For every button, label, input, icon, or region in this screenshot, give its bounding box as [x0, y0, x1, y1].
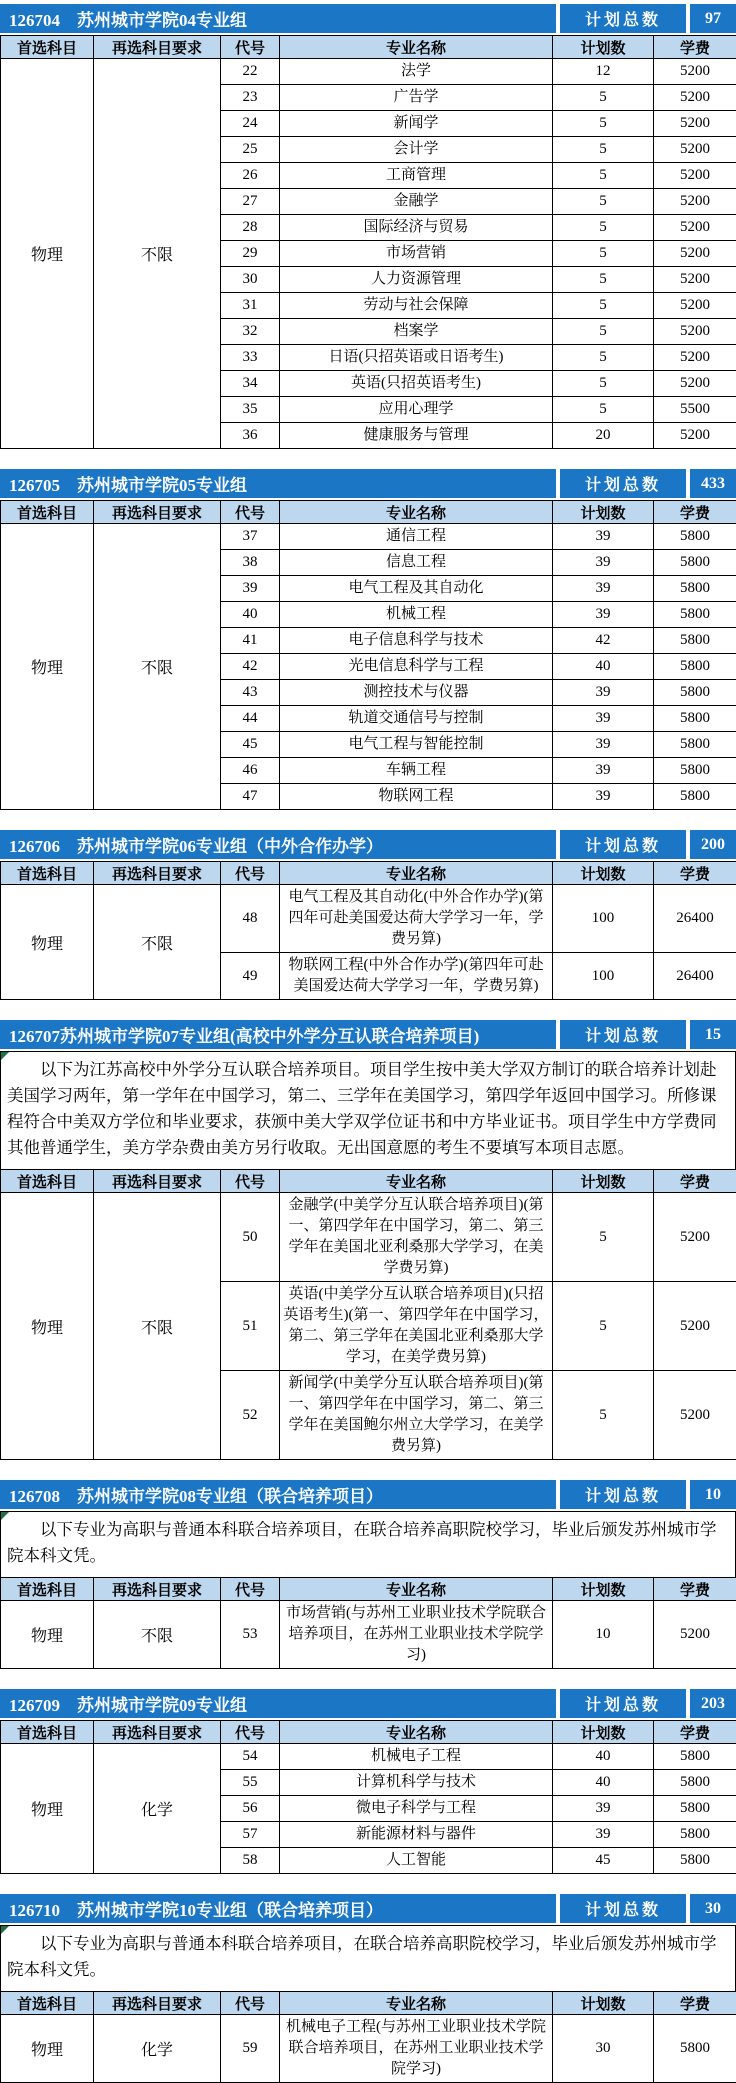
column-header-major-name: 专业名称 — [280, 1721, 553, 1744]
plan-total-value: 30 — [690, 1894, 736, 1923]
fee-cell: 5200 — [654, 423, 736, 449]
plan-count-cell: 39 — [553, 706, 654, 732]
table-body — [1, 1601, 736, 1669]
major-name-cell: 金融学 — [280, 189, 553, 215]
column-header-major-name: 专业名称 — [280, 1170, 553, 1193]
major-code-cell: 34 — [221, 371, 280, 397]
column-header-major-name: 专业名称 — [280, 501, 553, 524]
fee-cell: 5200 — [654, 1371, 736, 1460]
fee-cell: 5800 — [654, 1770, 736, 1796]
major-name-cell: 车辆工程 — [280, 758, 553, 784]
major-name-cell: 电气工程及其自动化(中外合作办学)(第四年可赴美国爱达荷大学学习一年，学费另算) — [280, 885, 553, 953]
table-body — [1, 1744, 736, 1874]
major-code-cell: 45 — [221, 732, 280, 758]
table-row — [1, 59, 736, 85]
plan-count-cell: 40 — [553, 654, 654, 680]
major-code-cell: 32 — [221, 319, 280, 345]
major-name-cell: 通信工程 — [280, 524, 553, 550]
column-header-fee: 学费 — [654, 36, 736, 59]
major-name-cell: 机械工程 — [280, 602, 553, 628]
major-code-cell: 35 — [221, 397, 280, 423]
column-header-row — [1, 1992, 736, 2015]
table-body — [1, 885, 736, 1000]
major-name-cell: 新闻学 — [280, 111, 553, 137]
majors-table — [0, 1577, 736, 1669]
note-text: 以下专业为高职与普通本科联合培养项目，在联合培养高职院校学习，毕业后颁发苏州城市学院本科文凭。 — [7, 1520, 717, 1565]
plan-count-cell: 39 — [553, 576, 654, 602]
plan-count-cell: 5 — [553, 267, 654, 293]
cell-corner-flag-icon — [1, 1926, 9, 1934]
column-header-first-subject: 首选科目 — [1, 862, 94, 885]
column-header-code: 代号 — [221, 862, 280, 885]
major-name-cell: 新能源材料与器件 — [280, 1822, 553, 1848]
column-header-plan-count: 计划数 — [553, 1992, 654, 2015]
plan-count-cell: 40 — [553, 1744, 654, 1770]
section-header-bar — [0, 469, 736, 498]
column-header-second-subject-req: 再选科目要求 — [94, 36, 221, 59]
plan-count-cell: 40 — [553, 1770, 654, 1796]
fee-cell: 5200 — [654, 163, 736, 189]
major-name-cell: 应用心理学 — [280, 397, 553, 423]
majors-table — [0, 1720, 736, 1874]
plan-count-cell: 39 — [553, 1822, 654, 1848]
column-header-first-subject: 首选科目 — [1, 36, 94, 59]
plan-total-value: 433 — [690, 469, 736, 498]
cell-corner-flag-icon — [1, 1052, 9, 1060]
fee-cell: 5200 — [654, 293, 736, 319]
plan-count-cell: 100 — [553, 953, 654, 1000]
major-name-cell: 英语(只招英语考生) — [280, 371, 553, 397]
fee-cell: 5200 — [654, 59, 736, 85]
column-header-code: 代号 — [221, 501, 280, 524]
section-title: 126710 苏州城市学院10专业组（联合培养项目） — [0, 1894, 556, 1923]
plan-count-cell: 39 — [553, 602, 654, 628]
column-header-second-subject-req: 再选科目要求 — [94, 862, 221, 885]
column-header-first-subject: 首选科目 — [1, 1992, 94, 2015]
fee-cell: 5800 — [654, 550, 736, 576]
section-126705 — [0, 469, 736, 810]
plan-count-cell: 10 — [553, 1601, 654, 1669]
major-code-cell: 37 — [221, 524, 280, 550]
major-name-cell: 机械电子工程 — [280, 1744, 553, 1770]
major-name-cell: 健康服务与管理 — [280, 423, 553, 449]
major-name-cell: 微电子科学与工程 — [280, 1796, 553, 1822]
majors-table — [0, 500, 736, 810]
major-name-cell: 工商管理 — [280, 163, 553, 189]
major-code-cell: 39 — [221, 576, 280, 602]
column-header-code: 代号 — [221, 1992, 280, 2015]
fee-cell: 5800 — [654, 602, 736, 628]
major-name-cell: 人力资源管理 — [280, 267, 553, 293]
column-header-major-name: 专业名称 — [280, 1992, 553, 2015]
column-header-code: 代号 — [221, 1721, 280, 1744]
table-row — [1, 1601, 736, 1669]
plan-count-cell: 45 — [553, 1848, 654, 1874]
fee-cell: 5800 — [654, 732, 736, 758]
fee-cell: 5800 — [654, 654, 736, 680]
plan-count-cell: 39 — [553, 524, 654, 550]
plan-count-cell: 42 — [553, 628, 654, 654]
section-126708 — [0, 1480, 736, 1669]
column-header-code: 代号 — [221, 1170, 280, 1193]
major-code-cell: 58 — [221, 1848, 280, 1874]
first-subject-cell: 物理 — [1, 59, 94, 449]
major-code-cell: 54 — [221, 1744, 280, 1770]
section-list — [0, 4, 736, 2083]
major-code-cell: 40 — [221, 602, 280, 628]
column-header-fee: 学费 — [654, 1721, 736, 1744]
plan-total-label: 计划总数 — [560, 1480, 686, 1509]
fee-cell: 5200 — [654, 189, 736, 215]
column-header-plan-count: 计划数 — [553, 36, 654, 59]
plan-total-label: 计划总数 — [560, 1020, 686, 1049]
column-header-row — [1, 862, 736, 885]
plan-count-cell: 5 — [553, 293, 654, 319]
column-header-fee: 学费 — [654, 1578, 736, 1601]
column-header-first-subject: 首选科目 — [1, 501, 94, 524]
section-note — [0, 1511, 736, 1577]
plan-count-cell: 5 — [553, 1282, 654, 1371]
section-header-bar — [0, 1689, 736, 1718]
section-header-bar — [0, 1480, 736, 1509]
column-header-first-subject: 首选科目 — [1, 1578, 94, 1601]
first-subject-cell: 物理 — [1, 885, 94, 1000]
section-126706 — [0, 830, 736, 1000]
table-head — [1, 1170, 736, 1193]
major-code-cell: 50 — [221, 1193, 280, 1282]
first-subject-cell: 物理 — [1, 1193, 94, 1460]
fee-cell: 5500 — [654, 397, 736, 423]
table-head — [1, 1721, 736, 1744]
section-header-bar — [0, 4, 736, 33]
fee-cell: 26400 — [654, 953, 736, 1000]
plan-count-cell: 5 — [553, 371, 654, 397]
section-126710 — [0, 1894, 736, 2083]
major-name-cell: 广告学 — [280, 85, 553, 111]
plan-total-label: 计划总数 — [560, 1689, 686, 1718]
major-code-cell: 51 — [221, 1282, 280, 1371]
plan-count-cell: 30 — [553, 2015, 654, 2083]
section-note — [0, 1051, 736, 1169]
major-code-cell: 33 — [221, 345, 280, 371]
major-name-cell: 测控技术与仪器 — [280, 680, 553, 706]
column-header-major-name: 专业名称 — [280, 862, 553, 885]
major-name-cell: 信息工程 — [280, 550, 553, 576]
column-header-row — [1, 36, 736, 59]
major-code-cell: 46 — [221, 758, 280, 784]
major-name-cell: 计算机科学与技术 — [280, 1770, 553, 1796]
plan-count-cell: 5 — [553, 1193, 654, 1282]
first-subject-cell: 物理 — [1, 524, 94, 810]
major-name-cell: 电子信息科学与技术 — [280, 628, 553, 654]
column-header-plan-count: 计划数 — [553, 862, 654, 885]
major-name-cell: 物联网工程(中外合作办学)(第四年可赴美国爱达荷大学学习一年，学费另算) — [280, 953, 553, 1000]
section-note — [0, 1925, 736, 1991]
plan-count-cell: 5 — [553, 241, 654, 267]
section-title: 126705 苏州城市学院05专业组 — [0, 469, 556, 498]
plan-total-label: 计划总数 — [560, 4, 686, 33]
column-header-second-subject-req: 再选科目要求 — [94, 501, 221, 524]
column-header-row — [1, 1578, 736, 1601]
plan-total-value: 10 — [690, 1480, 736, 1509]
major-name-cell: 会计学 — [280, 137, 553, 163]
plan-count-cell: 39 — [553, 550, 654, 576]
column-header-fee: 学费 — [654, 862, 736, 885]
section-title: 126709 苏州城市学院09专业组 — [0, 1689, 556, 1718]
plan-count-cell: 5 — [553, 397, 654, 423]
table-head — [1, 501, 736, 524]
table-row — [1, 1744, 736, 1770]
fee-cell: 5800 — [654, 1744, 736, 1770]
plan-total-value: 15 — [690, 1020, 736, 1049]
column-header-row — [1, 501, 736, 524]
table-body — [1, 59, 736, 449]
plan-count-cell: 100 — [553, 885, 654, 953]
column-header-fee: 学费 — [654, 1170, 736, 1193]
fee-cell: 5800 — [654, 524, 736, 550]
section-header-bar — [0, 1894, 736, 1923]
fee-cell: 5200 — [654, 345, 736, 371]
major-code-cell: 23 — [221, 85, 280, 111]
majors-table — [0, 35, 736, 449]
major-name-cell: 轨道交通信号与控制 — [280, 706, 553, 732]
column-header-first-subject: 首选科目 — [1, 1170, 94, 1193]
major-name-cell: 电气工程与智能控制 — [280, 732, 553, 758]
plan-total-label: 计划总数 — [560, 830, 686, 859]
column-header-fee: 学费 — [654, 501, 736, 524]
plan-count-cell: 5 — [553, 319, 654, 345]
fee-cell: 5800 — [654, 1796, 736, 1822]
major-name-cell: 光电信息科学与工程 — [280, 654, 553, 680]
major-name-cell: 英语(中美学分互认联合培养项目)(只招英语考生)(第一、第四学年在中国学习，第二、第三学年在美国北亚利桑那大学学习，在美学费另算) — [280, 1282, 553, 1371]
note-text: 以下为江苏高校中外学分互认联合培养项目。项目学生按中美大学双方制订的联合培养计划赴美国学习两年，第一学年在中国学习，第二、三学年在美国学习，第四学年返回中国学习。所修课程符合中美双方学位和毕业要求，获颁中美大学双学位证书和中方毕业证书。项目学生中方学费同其他普通学生，美方学杂费由美方另行收取。无出国意愿的考生不要填写本项目志愿。 — [7, 1060, 717, 1157]
fee-cell: 5200 — [654, 241, 736, 267]
major-name-cell: 档案学 — [280, 319, 553, 345]
fee-cell: 5200 — [654, 215, 736, 241]
fee-cell: 5200 — [654, 371, 736, 397]
second-subject-cell: 化学 — [94, 2015, 221, 2083]
column-header-first-subject: 首选科目 — [1, 1721, 94, 1744]
table-row — [1, 524, 736, 550]
fee-cell: 5800 — [654, 680, 736, 706]
plan-count-cell: 5 — [553, 111, 654, 137]
plan-count-cell: 5 — [553, 137, 654, 163]
note-text: 以下专业为高职与普通本科联合培养项目，在联合培养高职院校学习，毕业后颁发苏州城市学院本科文凭。 — [7, 1934, 717, 1979]
table-body — [1, 1193, 736, 1460]
major-code-cell: 26 — [221, 163, 280, 189]
table-row — [1, 2015, 736, 2083]
major-name-cell: 电气工程及其自动化 — [280, 576, 553, 602]
plan-count-cell: 5 — [553, 163, 654, 189]
column-header-second-subject-req: 再选科目要求 — [94, 1721, 221, 1744]
major-name-cell: 物联网工程 — [280, 784, 553, 810]
plan-count-cell: 5 — [553, 345, 654, 371]
table-head — [1, 862, 736, 885]
section-title: 126708 苏州城市学院08专业组（联合培养项目） — [0, 1480, 556, 1509]
plan-count-cell: 5 — [553, 85, 654, 111]
column-header-row — [1, 1721, 736, 1744]
majors-table — [0, 861, 736, 1000]
table-row — [1, 1193, 736, 1282]
major-code-cell: 52 — [221, 1371, 280, 1460]
first-subject-cell: 物理 — [1, 1744, 94, 1874]
major-name-cell: 市场营销 — [280, 241, 553, 267]
majors-table — [0, 1991, 736, 2083]
major-name-cell: 法学 — [280, 59, 553, 85]
plan-count-cell: 12 — [553, 59, 654, 85]
major-name-cell: 机械电子工程(与苏州工业职业技术学院联合培养项目，在苏州工业职业技术学院学习) — [280, 2015, 553, 2083]
fee-cell: 5800 — [654, 576, 736, 602]
column-header-major-name: 专业名称 — [280, 1578, 553, 1601]
fee-cell: 5200 — [654, 111, 736, 137]
major-name-cell: 新闻学(中美学分互认联合培养项目)(第一、第四学年在中国学习，第二、第三学年在美国鲍尔州立大学学习，在美学费另算) — [280, 1371, 553, 1460]
column-header-plan-count: 计划数 — [553, 1721, 654, 1744]
major-code-cell: 30 — [221, 267, 280, 293]
fee-cell: 5200 — [654, 267, 736, 293]
major-code-cell: 48 — [221, 885, 280, 953]
table-row — [1, 885, 736, 953]
major-code-cell: 24 — [221, 111, 280, 137]
fee-cell: 5800 — [654, 1822, 736, 1848]
major-code-cell: 36 — [221, 423, 280, 449]
major-code-cell: 28 — [221, 215, 280, 241]
major-code-cell: 31 — [221, 293, 280, 319]
major-name-cell: 人工智能 — [280, 1848, 553, 1874]
major-code-cell: 59 — [221, 2015, 280, 2083]
column-header-plan-count: 计划数 — [553, 1170, 654, 1193]
major-code-cell: 43 — [221, 680, 280, 706]
second-subject-cell: 化学 — [94, 1744, 221, 1874]
table-head — [1, 1578, 736, 1601]
column-header-code: 代号 — [221, 1578, 280, 1601]
fee-cell: 5200 — [654, 319, 736, 345]
first-subject-cell: 物理 — [1, 2015, 94, 2083]
plan-count-cell: 5 — [553, 1371, 654, 1460]
column-header-plan-count: 计划数 — [553, 501, 654, 524]
fee-cell: 5800 — [654, 706, 736, 732]
section-126709 — [0, 1689, 736, 1874]
table-body — [1, 2015, 736, 2083]
fee-cell: 5800 — [654, 758, 736, 784]
plan-total-value: 97 — [690, 4, 736, 33]
fee-cell: 5200 — [654, 1282, 736, 1371]
major-code-cell: 22 — [221, 59, 280, 85]
column-header-major-name: 专业名称 — [280, 36, 553, 59]
fee-cell: 5200 — [654, 1193, 736, 1282]
section-126704 — [0, 4, 736, 449]
major-name-cell: 劳动与社会保障 — [280, 293, 553, 319]
table-head — [1, 1992, 736, 2015]
cell-corner-flag-icon — [1, 1512, 9, 1520]
major-name-cell: 日语(只招英语或日语考生) — [280, 345, 553, 371]
plan-total-value: 200 — [690, 830, 736, 859]
column-header-fee: 学费 — [654, 1992, 736, 2015]
major-code-cell: 49 — [221, 953, 280, 1000]
major-code-cell: 44 — [221, 706, 280, 732]
major-code-cell: 41 — [221, 628, 280, 654]
second-subject-cell: 不限 — [94, 59, 221, 449]
plan-total-label: 计划总数 — [560, 1894, 686, 1923]
second-subject-cell: 不限 — [94, 1193, 221, 1460]
section-header-bar — [0, 1020, 736, 1049]
fee-cell: 5200 — [654, 85, 736, 111]
plan-count-cell: 5 — [553, 189, 654, 215]
column-header-second-subject-req: 再选科目要求 — [94, 1578, 221, 1601]
major-code-cell: 25 — [221, 137, 280, 163]
first-subject-cell: 物理 — [1, 1601, 94, 1669]
major-code-cell: 42 — [221, 654, 280, 680]
fee-cell: 5800 — [654, 784, 736, 810]
column-header-second-subject-req: 再选科目要求 — [94, 1992, 221, 2015]
fee-cell: 5200 — [654, 137, 736, 163]
section-126707 — [0, 1020, 736, 1460]
major-code-cell: 38 — [221, 550, 280, 576]
fee-cell: 5200 — [654, 1601, 736, 1669]
section-title: 126706 苏州城市学院06专业组（中外合作办学） — [0, 830, 556, 859]
fee-cell: 26400 — [654, 885, 736, 953]
plan-count-cell: 39 — [553, 732, 654, 758]
fee-cell: 5800 — [654, 1848, 736, 1874]
table-head — [1, 36, 736, 59]
major-name-cell: 国际经济与贸易 — [280, 215, 553, 241]
plan-total-value: 203 — [690, 1689, 736, 1718]
plan-count-cell: 39 — [553, 680, 654, 706]
second-subject-cell: 不限 — [94, 885, 221, 1000]
fee-cell: 5800 — [654, 628, 736, 654]
plan-count-cell: 39 — [553, 784, 654, 810]
table-body — [1, 524, 736, 810]
second-subject-cell: 不限 — [94, 524, 221, 810]
fee-cell: 5800 — [654, 2015, 736, 2083]
plan-count-cell: 5 — [553, 215, 654, 241]
major-code-cell: 27 — [221, 189, 280, 215]
majors-table — [0, 1169, 736, 1460]
major-code-cell: 29 — [221, 241, 280, 267]
major-code-cell: 47 — [221, 784, 280, 810]
column-header-plan-count: 计划数 — [553, 1578, 654, 1601]
plan-count-cell: 20 — [553, 423, 654, 449]
major-code-cell: 57 — [221, 1822, 280, 1848]
plan-count-cell: 39 — [553, 758, 654, 784]
column-header-row — [1, 1170, 736, 1193]
major-code-cell: 53 — [221, 1601, 280, 1669]
major-name-cell: 市场营销(与苏州工业职业技术学院联合培养项目，在苏州工业职业技术学院学习) — [280, 1601, 553, 1669]
section-title: 126704 苏州城市学院04专业组 — [0, 4, 556, 33]
major-code-cell: 55 — [221, 1770, 280, 1796]
column-header-code: 代号 — [221, 36, 280, 59]
second-subject-cell: 不限 — [94, 1601, 221, 1669]
major-code-cell: 56 — [221, 1796, 280, 1822]
section-header-bar — [0, 830, 736, 859]
major-name-cell: 金融学(中美学分互认联合培养项目)(第一、第四学年在中国学习，第二、第三学年在美国北亚利桑那大学学习，在美学费另算) — [280, 1193, 553, 1282]
section-title: 126707苏州城市学院07专业组(高校中外学分互认联合培养项目) — [0, 1020, 556, 1049]
plan-total-label: 计划总数 — [560, 469, 686, 498]
plan-count-cell: 39 — [553, 1796, 654, 1822]
column-header-second-subject-req: 再选科目要求 — [94, 1170, 221, 1193]
